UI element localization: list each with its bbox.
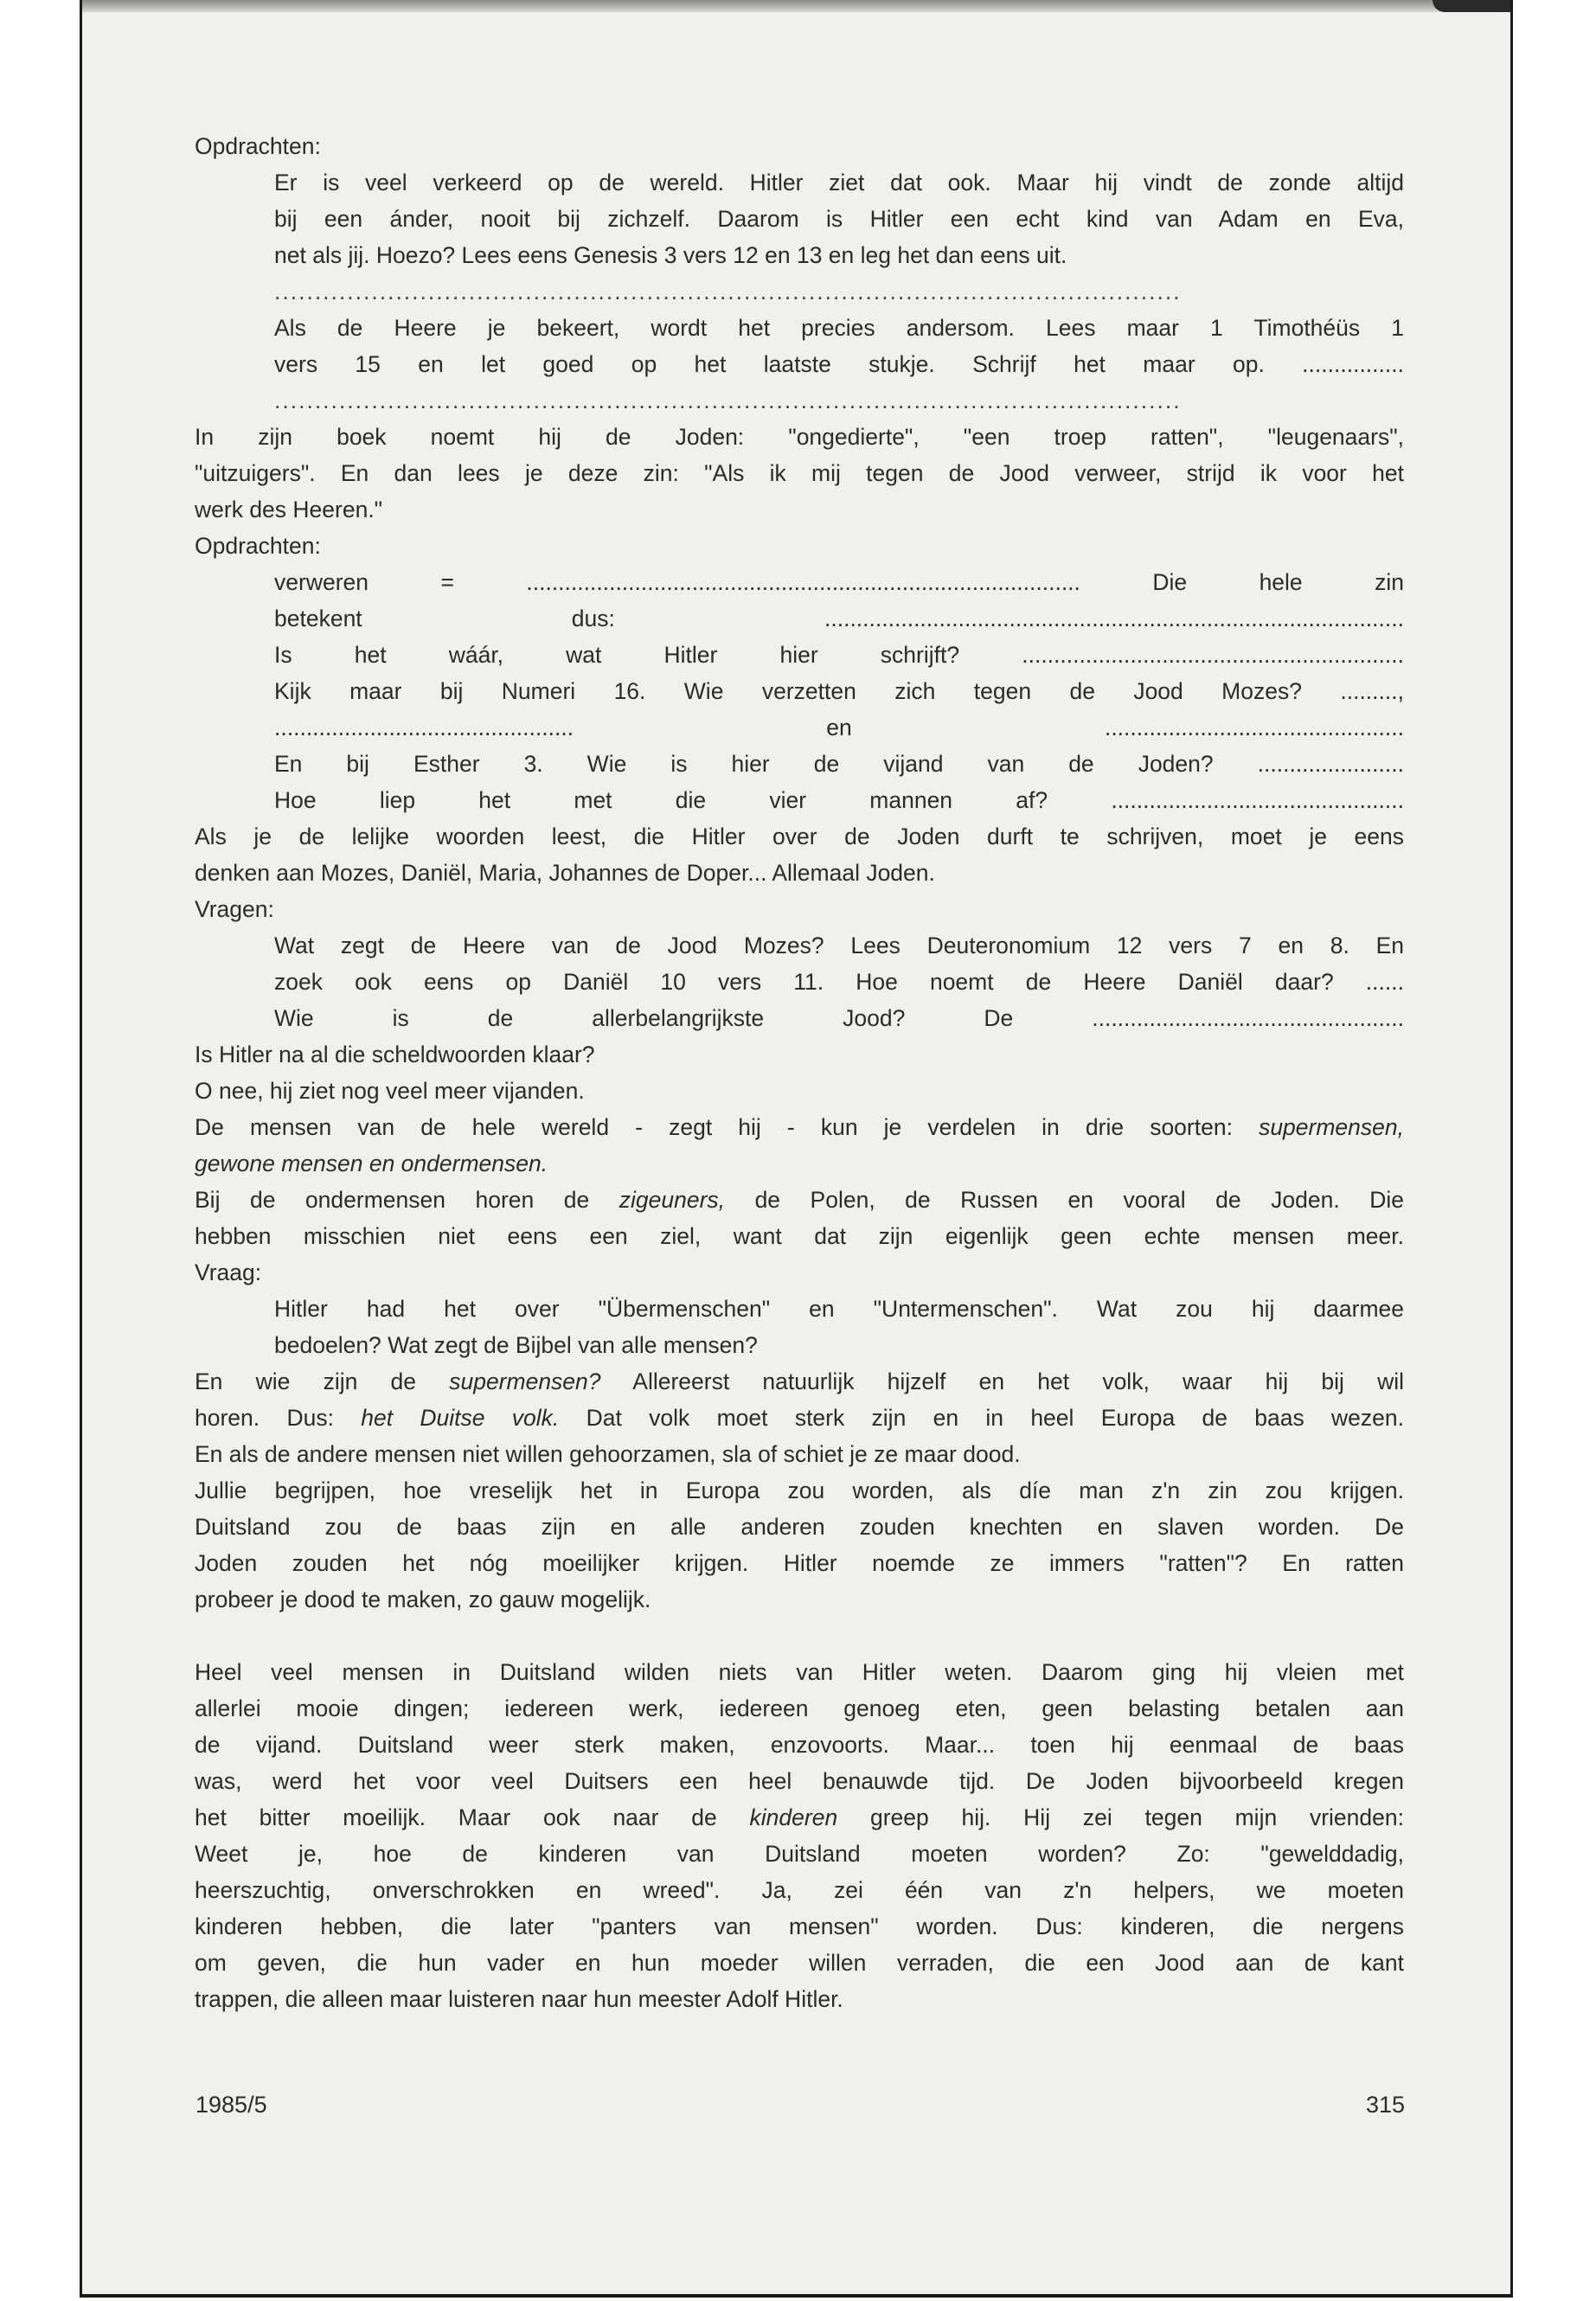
text-line: [195, 1872, 1404, 1908]
text-span: Als je de lelijke woorden leest, die Hitler over de Joden durft te schrijven, moet je eens: [195, 824, 1404, 849]
italic-span: het Duitse volk.: [361, 1405, 560, 1431]
text-line: [195, 1400, 1404, 1436]
text-span: om geven, die hun vader en hun moeder willen verraden, die een Jood aan de kant: [195, 1950, 1404, 1976]
text-span: Bij de ondermensen horen de: [195, 1187, 590, 1213]
text-line: [195, 855, 1404, 891]
page-footer: [195, 2092, 1405, 2118]
text-span: Als de Heere je bekeert, wordt het precies andersom. Lees maar 1 Timothéüs 1: [274, 315, 1404, 341]
text-line: [195, 1254, 1404, 1291]
text-line: [195, 1363, 1404, 1400]
text-line: [195, 1073, 1404, 1109]
text-line: [195, 201, 1404, 237]
text-span: de vijand. Duitsland weer sterk maken, enzovoorts. Maar... toen hij eenmaal de baas: [195, 1732, 1404, 1758]
text-line: [195, 1218, 1404, 1254]
text-line: [195, 491, 1404, 528]
text-span: Weet je, hoe de kinderen van Duitsland moeten worden? Zo: "gewelddadig,: [195, 1841, 1404, 1867]
text-span: zoek ook eens op Daniël 10 vers 11. Hoe noemt de Heere Daniël daar? ......: [274, 969, 1404, 995]
text-line: [195, 419, 1404, 455]
italic-span: supermensen,: [1259, 1114, 1404, 1140]
text-span: Hoe liep het met die vier mannen af? ..............................................: [274, 787, 1404, 813]
text-line: [195, 1436, 1404, 1472]
text-span: vers 15 en let goed op het laatste stukje. Schrijf het maar op. ................: [274, 351, 1404, 377]
text-line: [195, 1727, 1404, 1763]
text-span: allerlei mooie dingen; iedereen werk, iedereen genoeg eten, geen belasting betalen aan: [195, 1695, 1404, 1721]
text-line: [195, 237, 1404, 273]
text-line: [195, 1000, 1404, 1036]
text-span: betekent dus: ...........................................................................................: [274, 606, 1404, 631]
document-page: [80, 0, 1513, 2298]
italic-span: kinderen: [749, 1804, 838, 1830]
text-line: [195, 1472, 1404, 1509]
text-line: [195, 1654, 1404, 1690]
text-line: [195, 673, 1404, 709]
text-span: En bij Esther 3. Wie is hier de vijand van de Joden? .......................: [274, 751, 1404, 777]
text-span: Opdrachten:: [195, 533, 321, 559]
text-span: Is Hitler na al die scheldwoorden klaar?: [195, 1042, 595, 1067]
text-span: greep hij. Hij zei tegen mijn vrienden:: [869, 1804, 1404, 1830]
text-span: ............................................... en ...............................................: [274, 715, 1404, 740]
text-span: net als jij. Hoezo? Lees eens Genesis 3 vers 12 en 13 en leg het dan eens uit.: [274, 242, 1067, 268]
text-line: [195, 1945, 1404, 1981]
text-span: hebben misschien niet eens een ziel, want dat zijn eigenlijk geen echte mensen meer.: [195, 1223, 1404, 1249]
text-line: [195, 891, 1404, 927]
text-line: [195, 818, 1404, 855]
text-line: [195, 528, 1404, 564]
text-span: bij een ánder, nooit bij zichzelf. Daarom is Hitler een echt kind van Adam en Eva,: [274, 206, 1404, 232]
text-line: [195, 746, 1404, 782]
italic-span: gewone mensen en ondermensen.: [195, 1150, 548, 1176]
text-span: En als de andere mensen niet willen gehoorzamen, sla of schiet je ze maar dood.: [195, 1441, 1021, 1467]
text-span: Jullie begrijpen, hoe vreselijk het in Europa zou worden, als díe man z'n zin zou krijgen.: [195, 1477, 1404, 1503]
text-line: [195, 1509, 1404, 1545]
paragraph-gap: [195, 1618, 1404, 1654]
text-span: Joden zouden het nóg moeilijker krijgen. Hitler noemde ze immers "ratten"? En ratten: [195, 1550, 1404, 1576]
text-span: Opdrachten:: [195, 133, 321, 159]
text-span: Is het wáár, wat Hitler hier schrijft? ............................................................: [274, 642, 1404, 668]
text-line: [195, 1581, 1404, 1618]
text-span: heerszuchtig, onverschrokken en wreed". Ja, zei één van z'n helpers, we moeten: [195, 1877, 1404, 1903]
text-line: [195, 128, 1404, 164]
text-line: [195, 1291, 1404, 1327]
italic-span: zigeuners,: [619, 1187, 726, 1213]
text-span: verweren = ....................................................................................... Die hele zin: [274, 569, 1404, 595]
text-span: Kijk maar bij Numeri 16. Wie verzetten zich tegen de Jood Mozes? .........,: [274, 678, 1404, 704]
text-line: [195, 1327, 1404, 1363]
text-line: [195, 1109, 1404, 1145]
text-span: Allereerst natuurlijk hijzelf en het volk, waar hij bij wil: [632, 1368, 1404, 1394]
text-line: [195, 310, 1404, 346]
text-span: ................................................................................................................: [274, 279, 1182, 304]
text-span: Duitsland zou de baas zijn en alle anderen zouden knechten en slaven worden. De: [195, 1514, 1404, 1540]
text-span: probeer je dood te maken, zo gauw mogelijk.: [195, 1586, 651, 1612]
text-span: Dat volk moet sterk zijn en in heel Europa de baas wezen.: [586, 1405, 1404, 1431]
text-span: was, werd het voor veel Duitsers een heel benauwde tijd. De Joden bijvoorbeeld kregen: [195, 1768, 1404, 1794]
text-span: Er is veel verkeerd op de wereld. Hitler ziet dat ook. Maar hij vindt de zonde altijd: [274, 170, 1404, 195]
text-span: De mensen van de hele wereld - zegt hij - kun je verdelen in drie soorten:: [195, 1114, 1233, 1140]
text-span: horen. Dus:: [195, 1405, 334, 1431]
text-line: [195, 1799, 1404, 1836]
text-line: [195, 1981, 1404, 2017]
text-span: O nee, hij ziet nog veel meer vijanden.: [195, 1078, 585, 1104]
text-span: kinderen hebben, die later "panters van mensen" worden. Dus: kinderen, die nergens: [195, 1913, 1404, 1939]
answer-line: [195, 273, 1404, 310]
text-span: "uitzuigers". En dan lees je deze zin: "Als ik mij tegen de Jood verweer, strijd ik voor het: [195, 460, 1404, 486]
text-line: [195, 927, 1404, 964]
text-line: [195, 637, 1404, 673]
text-line: [195, 455, 1404, 491]
text-span: Vraag:: [195, 1259, 262, 1285]
text-line: [195, 1763, 1404, 1799]
text-span: ................................................................................................................: [274, 388, 1182, 413]
text-line: [195, 782, 1404, 818]
text-span: trappen, die alleen maar luisteren naar hun meester Adolf Hitler.: [195, 1986, 843, 2012]
text-span: Vragen:: [195, 896, 274, 922]
scan-corner-shadow: [1433, 0, 1510, 12]
text-span: de Polen, de Russen en vooral de Joden. Die: [754, 1187, 1404, 1213]
text-line: [195, 1690, 1404, 1727]
answer-line: [195, 382, 1404, 419]
text-line: [195, 1836, 1404, 1872]
text-span: En wie zijn de: [195, 1368, 417, 1394]
text-span: Heel veel mensen in Duitsland wilden niets van Hitler weten. Daarom ging hij vleien met: [195, 1659, 1404, 1685]
text-line: [195, 564, 1404, 600]
text-line: [195, 1145, 1404, 1182]
text-span: denken aan Mozes, Daniël, Maria, Johannes de Doper... Allemaal Joden.: [195, 860, 935, 886]
text-span: werk des Heeren.": [195, 497, 383, 522]
text-span: bedoelen? Wat zegt de Bijbel van alle mensen?: [274, 1332, 758, 1358]
text-span: In zijn boek noemt hij de Joden: "ongedierte", "een troep ratten", "leugenaars",: [195, 424, 1404, 450]
text-span: het bitter moeilijk. Maar ook naar de: [195, 1804, 717, 1830]
text-span: Wat zegt de Heere van de Jood Mozes? Lees Deuteronomium 12 vers 7 en 8. En: [274, 933, 1404, 958]
text-line: [195, 346, 1404, 382]
text-line: [195, 1036, 1404, 1073]
issue-label: 1985/5: [195, 2092, 267, 2118]
italic-span: supermensen?: [449, 1368, 601, 1394]
text-line: [195, 1908, 1404, 1945]
text-line: [195, 1545, 1404, 1581]
text-line: [195, 964, 1404, 1000]
scan-top-edge: [82, 0, 1510, 12]
text-line: [195, 600, 1404, 637]
text-line: [195, 1182, 1404, 1218]
text-span: Hitler had het over "Übermenschen" en "Untermenschen". Wat zou hij daarmee: [274, 1296, 1404, 1322]
text-line: [195, 709, 1404, 746]
body-text: [195, 128, 1404, 2017]
text-span: Wie is de allerbelangrijkste Jood? De .................................................: [274, 1005, 1404, 1031]
text-line: [195, 164, 1404, 201]
page-number: 315: [1365, 2092, 1405, 2118]
